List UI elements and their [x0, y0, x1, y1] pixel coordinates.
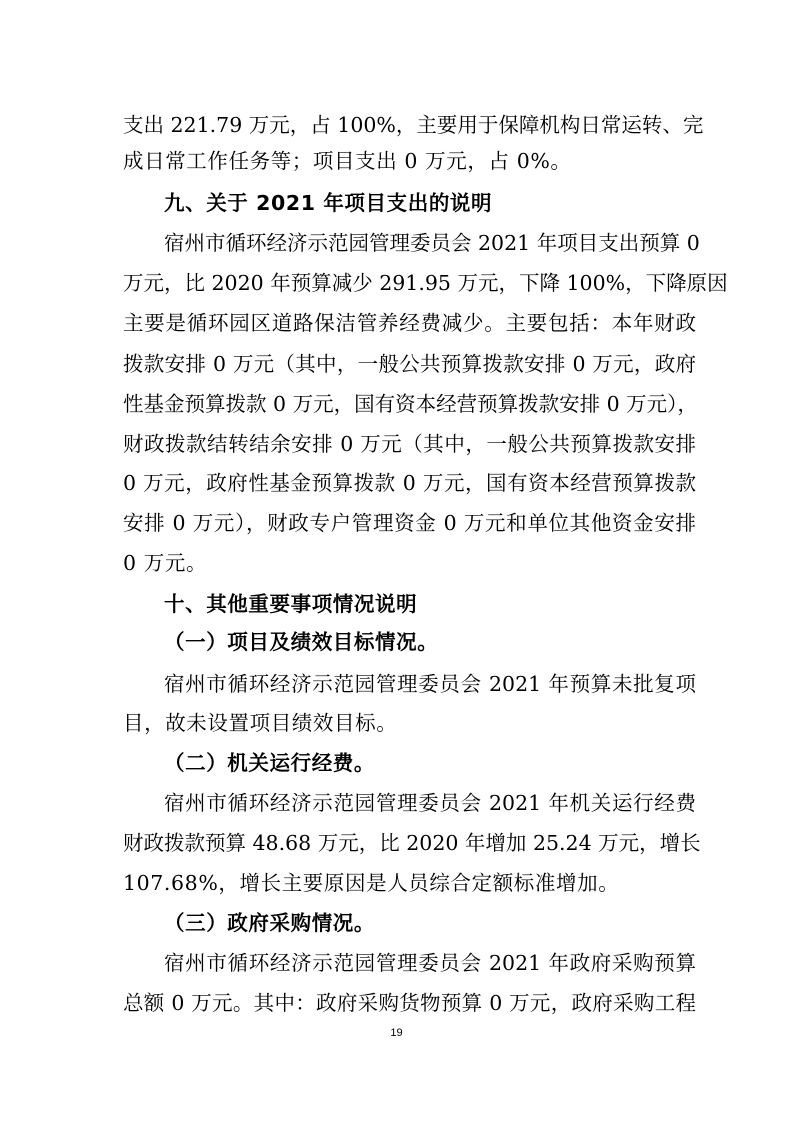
page-number: 19: [390, 1027, 403, 1039]
section-heading-9: 九、关于 2021 年项目支出的说明: [164, 191, 493, 215]
body-text-line: 宿州市循环经济示范园管理委员会 2021 年项目支出预算 0: [164, 231, 700, 255]
body-text-line: 成日常工作任务等；项目支出 0 万元，占 0%。: [123, 149, 572, 173]
body-text-line: 性基金预算拨款 0 万元，国有资本经营预算拨款安排 0 万元），: [123, 392, 698, 416]
subsection-heading-1: （一）项目及绩效目标情况。: [164, 630, 439, 654]
body-text-line: 0 万元，政府性基金预算拨款 0 万元，国有资本经营预算拨款: [123, 471, 696, 495]
body-text-line: 财政拨款结转结余安排 0 万元（其中，一般公共预算拨款安排: [123, 432, 696, 456]
subsection-heading-2: （二）机关运行经费。: [164, 751, 375, 775]
section-heading-10: 十、其他重要事项情况说明: [164, 592, 418, 616]
body-text-line: 目，故未设置项目绩效目标。: [123, 711, 398, 735]
body-text-line: 0 万元。: [123, 551, 208, 575]
body-text-line: 总额 0 万元。其中：政府采购货物预算 0 万元，政府采购工程: [123, 991, 696, 1015]
body-text-line: 万元，比 2020 年预算减少 291.95 万元，下降 100%，下降原因: [123, 271, 728, 295]
body-text-line: 宿州市循环经济示范园管理委员会 2021 年预算未批复项: [164, 672, 696, 696]
body-text-line: 拨款安排 0 万元（其中，一般公共预算拨款安排 0 万元，政府: [123, 352, 696, 376]
body-text-line: 107.68%，增长主要原因是人员综合定额标准增加。: [123, 871, 620, 895]
body-text-line: 宿州市循环经济示范园管理委员会 2021 年机关运行经费: [164, 791, 696, 815]
body-text-line: 主要是循环园区道路保洁管养经费减少。主要包括：本年财政: [123, 311, 696, 335]
subsection-heading-3: （三）政府采购情况。: [164, 911, 375, 935]
body-text-line: 财政拨款预算 48.68 万元，比 2020 年增加 25.24 万元，增长: [123, 831, 701, 855]
body-text-line: 安排 0 万元），财政专户管理资金 0 万元和单位其他资金安排: [123, 511, 696, 535]
body-text-line: 支出 221.79 万元，占 100%，主要用于保障机构日常运转、完: [123, 113, 704, 137]
body-text-line: 宿州市循环经济示范园管理委员会 2021 年政府采购预算: [164, 951, 696, 975]
